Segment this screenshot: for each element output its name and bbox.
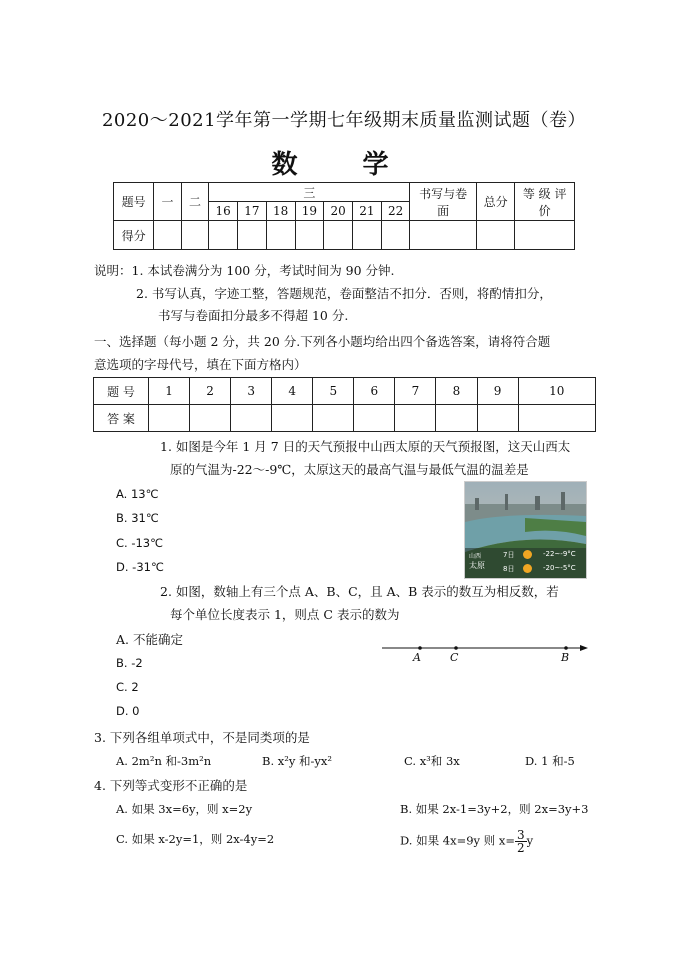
answer-number: 5 bbox=[313, 378, 354, 405]
answer-number: 3 bbox=[231, 378, 272, 405]
q2-option-d: D. 0 bbox=[116, 704, 140, 718]
score-cell[interactable] bbox=[154, 221, 182, 250]
score-cell[interactable] bbox=[181, 221, 209, 250]
q1-option-c: C. -13℃ bbox=[116, 536, 164, 550]
score-cell[interactable] bbox=[476, 221, 514, 250]
q3-option-a: A. 2m²n 和-3m²n bbox=[116, 754, 212, 768]
score-cell[interactable] bbox=[410, 221, 476, 250]
answer-number: 1 bbox=[149, 378, 190, 405]
score-header-grade: 等 级 评 价 bbox=[515, 183, 575, 221]
section1-heading-1: 一、选择题（每小题 2 分，共 20 分.下列各小题均给出四个备选答案，请将符合题 bbox=[94, 334, 551, 349]
score-header-writing: 书写与卷面 bbox=[410, 183, 476, 221]
weather-city: 太原 bbox=[469, 561, 485, 570]
answer-cell[interactable] bbox=[395, 405, 436, 432]
q4-option-d-prefix: D. 如果 4x=9y 则 x= bbox=[400, 833, 515, 848]
weather-day-1: 7日 bbox=[503, 551, 515, 559]
q1-option-b: B. 31℃ bbox=[116, 511, 159, 525]
q3-option-c: C. x³和 3x bbox=[404, 754, 460, 768]
score-cell[interactable] bbox=[515, 221, 575, 250]
score-header-2: 二 bbox=[181, 183, 209, 221]
q3-option-b: B. x²y 和-yx² bbox=[262, 754, 332, 768]
score-header-total: 总分 bbox=[476, 183, 514, 221]
q4-stem: 4. 下列等式变形不正确的是 bbox=[94, 778, 248, 793]
q4-option-d-suffix: y bbox=[526, 833, 534, 848]
score-header-label: 题号 bbox=[114, 183, 154, 221]
score-cell[interactable] bbox=[381, 221, 410, 250]
fraction-numerator: 3 bbox=[516, 828, 525, 842]
number-line-svg bbox=[380, 638, 590, 668]
score-sub-16: 16 bbox=[209, 202, 238, 221]
number-line-label-b: B bbox=[561, 651, 570, 664]
section1-heading-2: 意选项的字母代号，填在下面方格内） bbox=[94, 357, 307, 372]
number-line-label-a: A bbox=[413, 651, 421, 664]
q4-option-d bbox=[400, 829, 533, 854]
q2-stem-1: 2. 如图，数轴上有三个点 A、B、C，且 A、B 表示的数互为相反数，若 bbox=[160, 584, 559, 599]
score-table bbox=[113, 182, 575, 250]
score-row-label: 得分 bbox=[114, 221, 154, 250]
weather-temp-1: -22~-9°C bbox=[543, 550, 576, 558]
answer-number: 8 bbox=[436, 378, 477, 405]
q2-stem-2: 每个单位长度表示 1，则点 C 表示的数为 bbox=[170, 607, 400, 622]
answer-number: 10 bbox=[518, 378, 595, 405]
instruction-line-2: 2. 书写认真，字迹工整，答题规范，卷面整洁不扣分．否则，将酌情扣分， bbox=[136, 286, 552, 301]
answer-cell[interactable] bbox=[436, 405, 477, 432]
q4-option-c: C. 如果 x-2y=1，则 2x-4y=2 bbox=[116, 832, 275, 846]
score-header-1: 一 bbox=[154, 183, 182, 221]
score-sub-20: 20 bbox=[324, 202, 353, 221]
exam-title: 2020～2021学年第一学期七年级期末质量监测试题（卷） bbox=[101, 110, 587, 131]
q1-option-a: A. 13℃ bbox=[116, 487, 159, 501]
score-sub-22: 22 bbox=[381, 202, 410, 221]
answer-cell[interactable] bbox=[272, 405, 313, 432]
answer-cell[interactable] bbox=[231, 405, 272, 432]
score-cell[interactable] bbox=[324, 221, 353, 250]
score-cell[interactable] bbox=[266, 221, 295, 250]
answer-number: 2 bbox=[190, 378, 231, 405]
weather-day-2: 8日 bbox=[503, 565, 515, 573]
answer-number: 9 bbox=[477, 378, 518, 405]
q2-option-b: B. -2 bbox=[116, 656, 143, 670]
instruction-line-3: 书写与卷面扣分最多不得超 10 分. bbox=[158, 308, 349, 323]
score-sub-17: 17 bbox=[238, 202, 267, 221]
q1-stem-2: 原的气温为-22～-9℃，太原这天的最高气温与最低气温的温差是 bbox=[170, 462, 529, 477]
score-header-3: 三 bbox=[209, 183, 410, 202]
answer-cell[interactable] bbox=[190, 405, 231, 432]
score-cell[interactable] bbox=[295, 221, 324, 250]
answer-number: 4 bbox=[272, 378, 313, 405]
answer-cell[interactable] bbox=[313, 405, 354, 432]
weather-province: 山西 bbox=[469, 553, 482, 560]
answer-cell[interactable] bbox=[518, 405, 595, 432]
answer-number: 7 bbox=[395, 378, 436, 405]
exam-subject: 数 学 bbox=[271, 150, 417, 180]
q2-option-c: C. 2 bbox=[116, 680, 139, 694]
weather-forecast-image bbox=[464, 481, 587, 579]
sun-icon bbox=[523, 550, 532, 559]
weather-temp-2: -20~-5°C bbox=[543, 564, 576, 572]
q1-stem-1: 1. 如图是今年 1 月 7 日的天气预报中山西太原的天气预报图，这天山西太 bbox=[160, 439, 571, 454]
q2-option-a: A. 不能确定 bbox=[116, 632, 183, 647]
instruction-line-1: 说明：1. 本试卷满分为 100 分，考试时间为 90 分钟. bbox=[94, 263, 395, 278]
score-cell[interactable] bbox=[238, 221, 267, 250]
score-sub-21: 21 bbox=[352, 202, 381, 221]
q3-stem: 3. 下列各组单项式中，不是同类项的是 bbox=[94, 730, 310, 745]
answer-cell[interactable] bbox=[477, 405, 518, 432]
q3-option-d: D. 1 和-5 bbox=[525, 754, 575, 768]
q4-option-a: A. 如果 3x=6y，则 x=2y bbox=[116, 802, 253, 816]
fraction bbox=[515, 829, 527, 854]
answer-table-a-label: 答 案 bbox=[94, 405, 149, 432]
answer-number: 6 bbox=[354, 378, 395, 405]
q4-option-b: B. 如果 2x-1=3y+2，则 2x=3y+3 bbox=[400, 802, 589, 816]
score-sub-19: 19 bbox=[295, 202, 324, 221]
sun-icon bbox=[523, 564, 532, 573]
number-line bbox=[380, 638, 590, 668]
answer-table bbox=[93, 377, 596, 432]
answer-cell[interactable] bbox=[354, 405, 395, 432]
fraction-denominator: 2 bbox=[516, 841, 525, 855]
q1-option-d: D. -31℃ bbox=[116, 560, 164, 574]
number-line-label-c: C bbox=[450, 651, 459, 664]
score-sub-18: 18 bbox=[266, 202, 295, 221]
answer-table-q-label: 题 号 bbox=[94, 378, 149, 405]
score-cell[interactable] bbox=[352, 221, 381, 250]
answer-cell[interactable] bbox=[149, 405, 190, 432]
score-cell[interactable] bbox=[209, 221, 238, 250]
